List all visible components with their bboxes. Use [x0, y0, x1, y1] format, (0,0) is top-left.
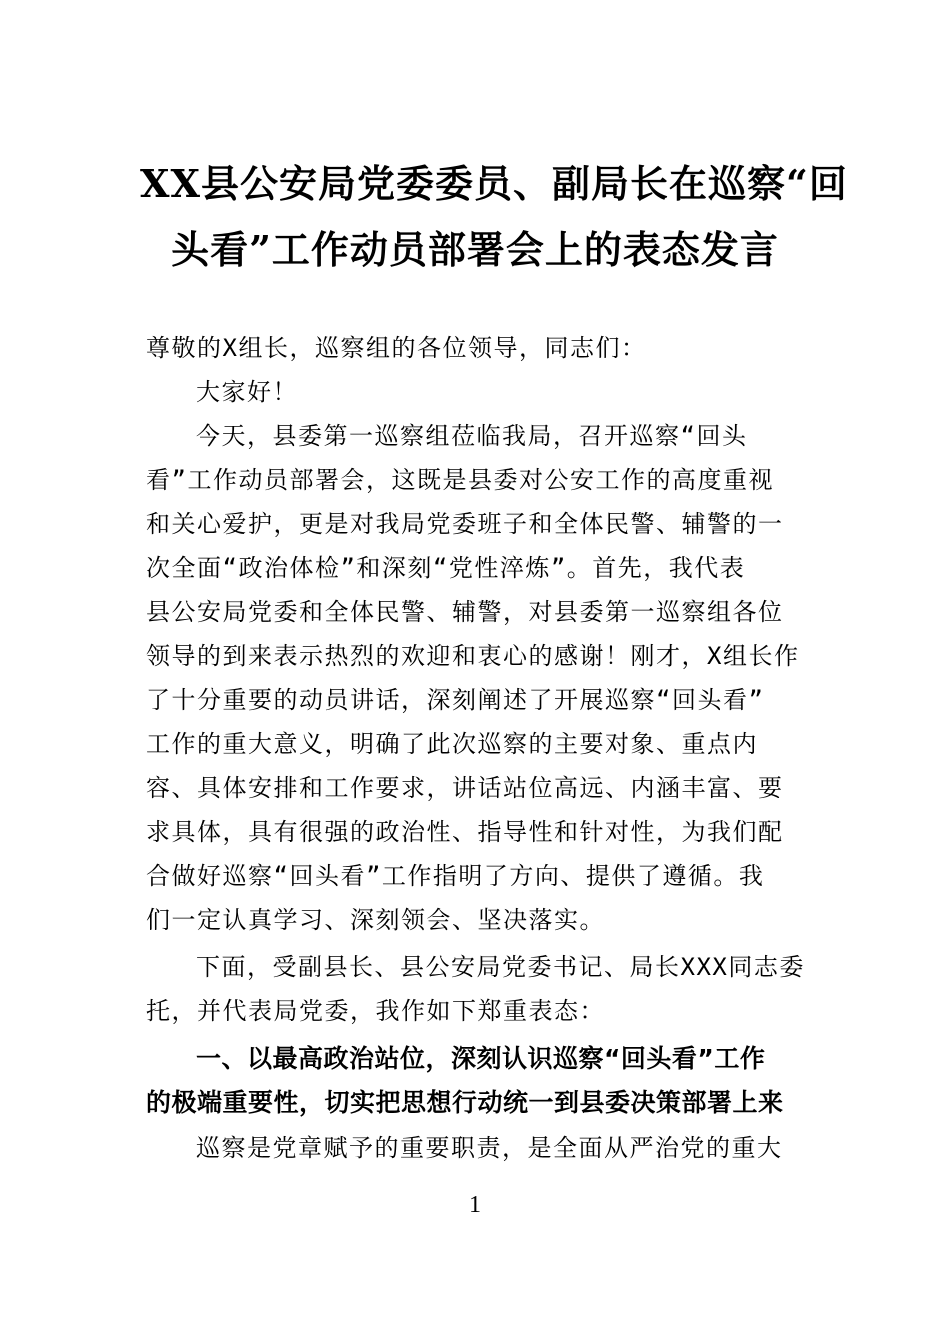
paragraph-line: 今天，县委第一巡察组莅临我局，召开巡察“回头 [196, 422, 748, 450]
section-heading-line-1: 一、以最高政治站位，深刻认识巡察“回头看”工作 [196, 1044, 766, 1073]
paragraph-line: 容、具体安排和工作要求，讲话站位高远、内涵丰富、要 [146, 774, 784, 802]
paragraph-line: 工作的重大意义，明确了此次巡察的主要对象、重点内 [146, 730, 758, 758]
document-title-line-2: 头看”工作动员部署会上的表态发言 [171, 227, 779, 272]
paragraph-line: 了十分重要的动员讲话，深刻阐述了开展巡察“回头看” [146, 686, 765, 714]
paragraph-line: 托，并代表局党委，我作如下郑重表态： [146, 997, 605, 1025]
document-title-line-1: XX县公安局党委委员、副局长在巡察“回 [140, 161, 848, 206]
salutation: 尊敬的X组长，巡察组的各位领导，同志们： [146, 334, 647, 362]
paragraph-line: 下面，受副县长、县公安局党委书记、局长XXX同志委 [196, 953, 805, 981]
paragraph-line: 和关心爱护，更是对我局党委班子和全体民警、辅警的一 [146, 510, 784, 538]
page-number: 1 [469, 1192, 481, 1218]
paragraph-line: 合做好巡察“回头看”工作指明了方向、提供了遵循。我 [146, 862, 765, 890]
paragraph-line: 求具体，具有很强的政治性、指导性和针对性，为我们配 [146, 818, 784, 846]
paragraph-line: 看”工作动员部署会，这既是县委对公安工作的高度重视 [146, 466, 774, 494]
paragraph-line: 们一定认真学习、深刻领会、坚决落实。 [146, 906, 605, 934]
paragraph-line: 县公安局党委和全体民警、辅警，对县委第一巡察组各位 [146, 598, 784, 626]
paragraph-line: 领导的到来表示热烈的欢迎和衷心的感谢！刚才，X组长作 [146, 642, 800, 670]
paragraph-line: 巡察是党章赋予的重要职责，是全面从严治党的重大 [196, 1134, 783, 1162]
section-heading-line-2: 的极端重要性，切实把思想行动统一到县委决策部署上来 [146, 1088, 784, 1117]
greeting: 大家好！ [196, 378, 298, 406]
paragraph-line: 次全面“政治体检”和深刻“党性淬炼”。首先，我代表 [146, 554, 746, 582]
